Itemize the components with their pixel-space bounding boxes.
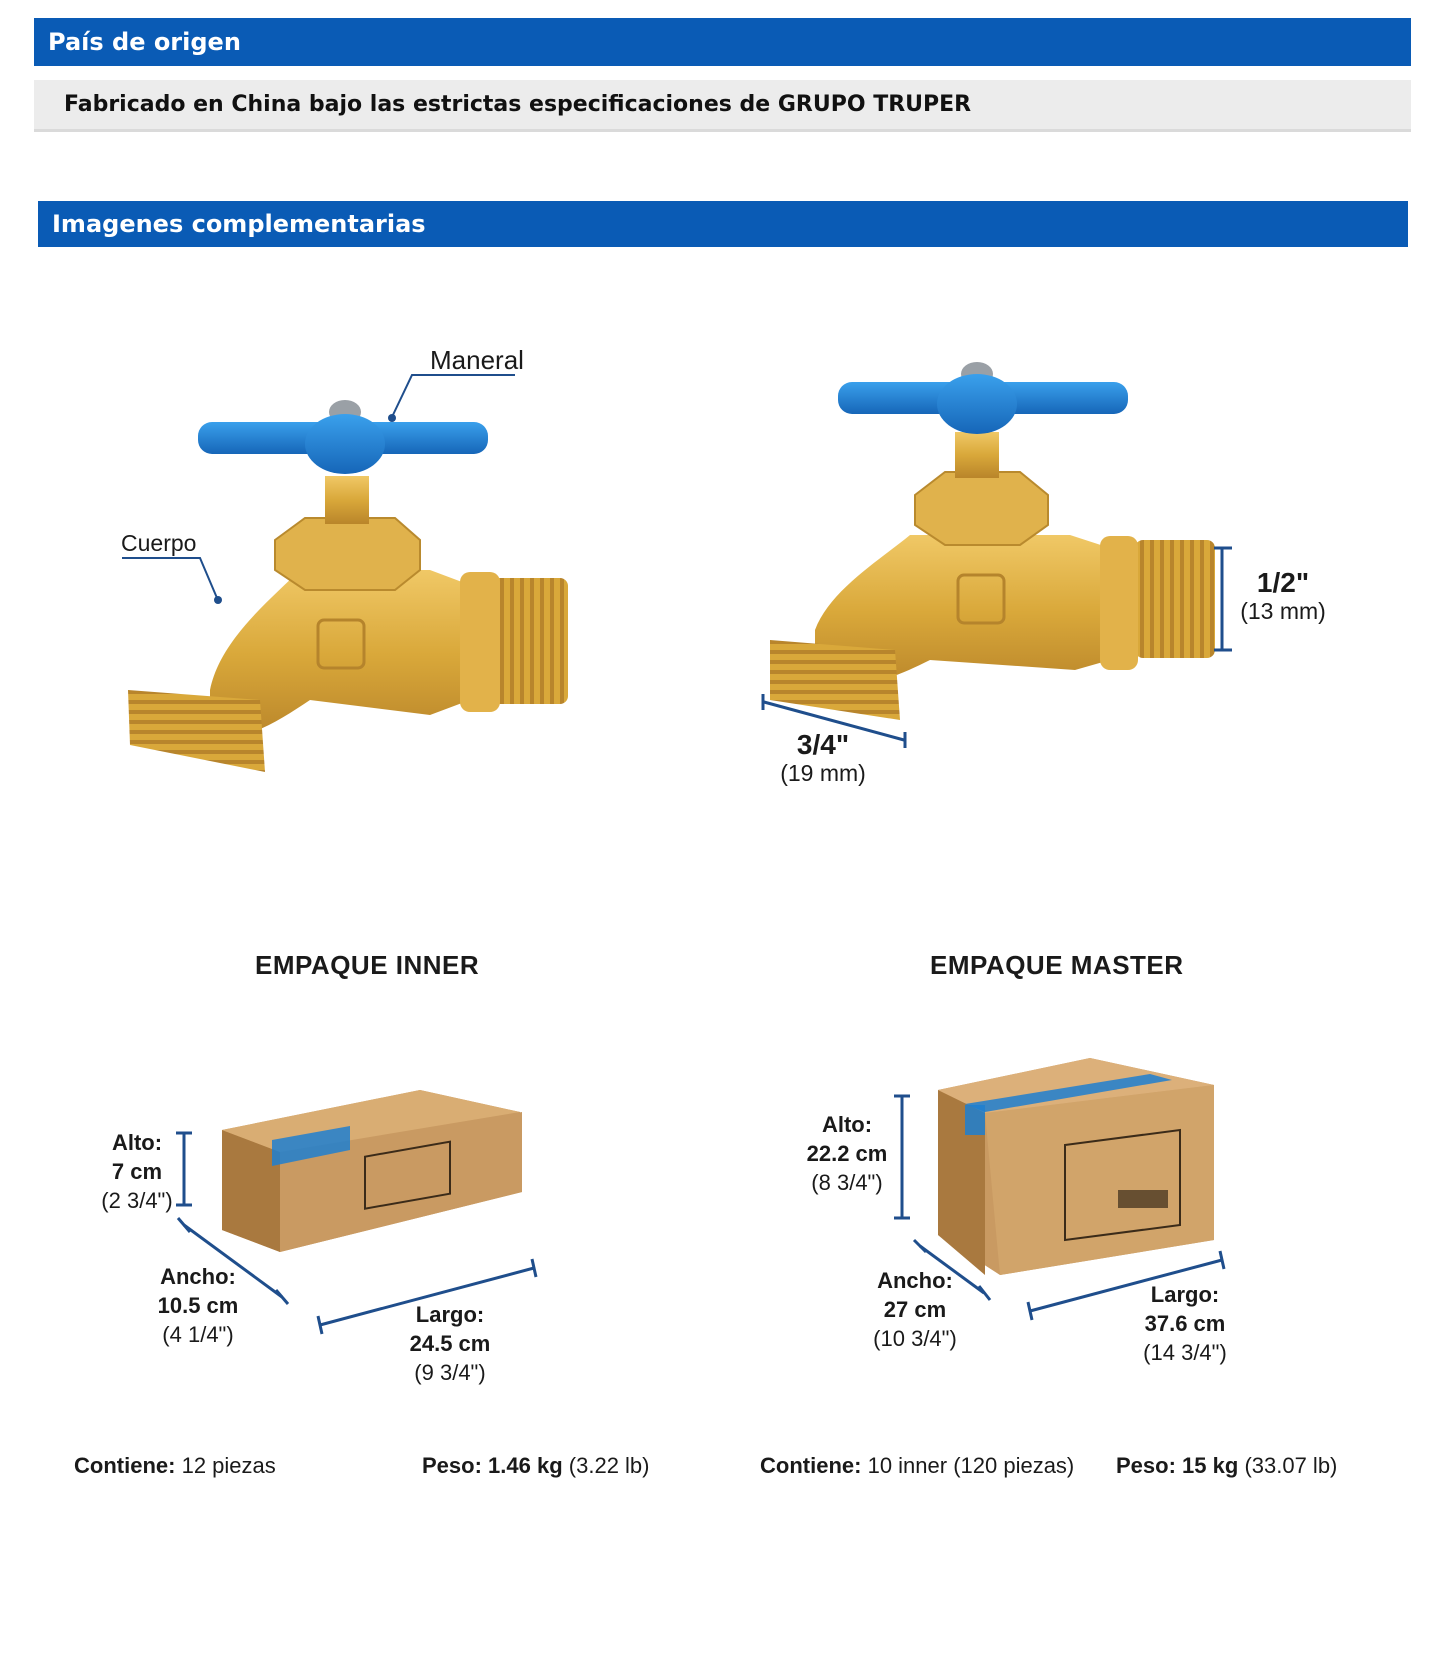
inner-largo-label: Largo:: [415, 1302, 485, 1327]
maneral-dot: [388, 414, 396, 422]
inner-largo: [390, 1300, 510, 1387]
maneral-label: Maneral: [430, 345, 524, 375]
cuerpo-dot: [214, 596, 222, 604]
master-largo-inch: (14 3/4"): [1143, 1340, 1227, 1365]
master-peso-value: 15 kg: [1182, 1453, 1239, 1478]
faucet-1-image: [128, 400, 568, 772]
master-largo: [1120, 1280, 1250, 1367]
master-largo-label: Largo:: [1150, 1282, 1220, 1307]
images-heading-text: Imagenes complementarias: [52, 210, 426, 238]
inner-largo-value: 24.5 cm: [409, 1331, 491, 1356]
faucet-2-image: [770, 362, 1215, 720]
master-peso: [1116, 1453, 1337, 1479]
master-contiene-value: 10 inner (120 piezas): [867, 1453, 1075, 1478]
inner-contiene: [74, 1453, 276, 1479]
outlet-dimension: [1228, 568, 1338, 626]
master-largo-value: 37.6 cm: [1144, 1311, 1226, 1336]
master-peso-label: Peso:: [1116, 1453, 1176, 1478]
master-ancho: [855, 1266, 975, 1353]
inner-box-image: [222, 1090, 522, 1252]
inner-alto-value: 7 cm: [111, 1159, 163, 1184]
inner-ancho-inch: (4 1/4"): [162, 1322, 234, 1347]
hose-dimension: [768, 730, 878, 788]
cuerpo-label: Cuerpo: [121, 530, 197, 556]
outlet-dimension-inch: 1/2": [1256, 567, 1310, 598]
inner-peso-lb: (3.22 lb): [568, 1453, 650, 1478]
master-ancho-label: Ancho:: [877, 1268, 953, 1293]
master-contiene: [760, 1453, 1074, 1479]
master-contiene-label: Contiene:: [760, 1453, 862, 1478]
inner-contiene-label: Contiene:: [74, 1453, 176, 1478]
inner-ancho: [138, 1262, 258, 1349]
master-ancho-value: 27 cm: [883, 1297, 947, 1322]
outlet-dimension-mm: (13 mm): [1240, 598, 1326, 624]
inner-alto-inch: (2 3/4"): [101, 1188, 173, 1213]
hose-dimension-inch: 3/4": [796, 729, 850, 760]
master-alto-value: 22.2 cm: [806, 1141, 888, 1166]
inner-ancho-label: Ancho:: [160, 1264, 236, 1289]
inner-largo-inch: (9 3/4"): [414, 1360, 486, 1385]
inner-alto-label: Alto:: [111, 1130, 163, 1155]
master-ancho-inch: (10 3/4"): [873, 1326, 957, 1351]
inner-package-title: EMPAQUE INNER: [255, 950, 480, 980]
master-peso-lb: (33.07 lb): [1244, 1453, 1338, 1478]
inner-ancho-value: 10.5 cm: [157, 1293, 239, 1318]
master-alto-inch: (8 3/4"): [811, 1170, 883, 1195]
master-alto: [792, 1110, 902, 1197]
hose-dimension-mm: (19 mm): [780, 760, 866, 786]
inner-alto: [82, 1128, 192, 1215]
inner-peso-label: Peso:: [422, 1453, 482, 1478]
master-box-image: [938, 1058, 1214, 1275]
inner-contiene-value: 12 piezas: [181, 1453, 276, 1478]
master-package-title: EMPAQUE MASTER: [930, 950, 1184, 980]
origin-heading-text: País de origen: [48, 28, 241, 56]
inner-peso: [422, 1453, 650, 1479]
master-alto-label: Alto:: [821, 1112, 873, 1137]
inner-peso-value: 1.46 kg: [488, 1453, 563, 1478]
origin-text: Fabricado en China bajo las estrictas especificaciones de GRUPO TRUPER: [64, 92, 972, 117]
